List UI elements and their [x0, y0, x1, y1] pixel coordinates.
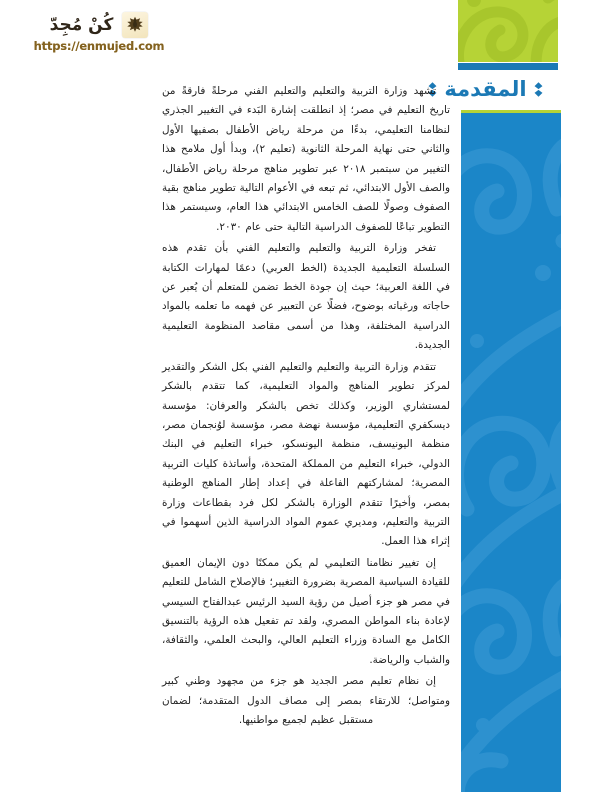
diamond-ornament-icon-right — [534, 82, 543, 97]
watermark-arabic-text: كُنْ مُجِدّ — [49, 14, 114, 35]
watermark-logo — [14, 6, 184, 58]
paragraph: تفخر وزارة التربية والتعليم والتعليم الفني بأن تقدم هذه السلسلة التعليمية الجديدة (الخط العربي) دعمًا لمهارات الكتابة في اللغة العربية؛ حيث إن جودة الخط تضمن للمتعلم أن يُعبر عن حاجاته ورغباته بوضوح، فضلًا عن التعبير عن فهمه ما تعلمه بالمواد الدراسية المختلفة، وهذا من أسمى مقاصد المنظومة التعليمية الجديدة. — [162, 242, 450, 352]
watermark-brand-row — [50, 12, 149, 38]
eagle-emblem-icon — [122, 12, 148, 38]
watermark-url: https://enmujed.com — [33, 38, 165, 53]
document-body — [162, 82, 450, 732]
paragraph: إن تغيير نظامنا التعليمي لم يكن ممكنًا دون الإيمان العميق للقيادة السياسية المصرية بضرورة التغيير؛ فالإصلاح الشامل للتعليم في مصر هو جزء أصيل من رؤية السيد الرئيس عبدالفتاح السيسي لإعادة بناء المواطن المصري، ولقد تم تفعيل هذه الرؤية بالتنسيق الكامل مع السادة وزراء التعليم العالي، والبحث العلمي، والثقافة، والشباب والرياضة. — [162, 556, 450, 666]
sidebar-decoration — [444, 0, 558, 792]
sidebar-blue-panel — [461, 110, 561, 792]
page-title: المقدمة — [444, 77, 527, 101]
paragraph: تشهد وزارة التربية والتعليم والتعليم الفني مرحلةً فارقةً من تاريخ التعليم في مصر؛ إذ انطلقت إشارة البَدء في التغيير الجذري لنظامنا التعليمي، بدءًا من مرحلة رياض الأطفال بصفيها الأول والثاني حتى نهاية المرحلة الثانوية (تعليم ٢)، وبدأ أول ملامح هذا التغيير من سبتمبر ٢٠١٨ عبر تطوير مناهج مرحلة رياض الأطفال، والصف الأول الابتدائي، ثم تبعه في الأعوام التالية تطوير مناهج بقية الصفوف وصولًا للصف الخامس الابتدائي هذا العام، وسيستمر هذا التطوير تباعًا للصفوف الدراسية التالية حتى عام ٢٠٣٠. — [162, 85, 450, 233]
calligraphy-pattern-green-icon — [458, 0, 558, 62]
paragraph: إن نظام تعليم مصر الجديد هو جزء من مجهود وطني كبير ومتواصل؛ للارتقاء بمصر إلى مصاف الدول المتقدمة؛ لضمان مستقبل عظيم لجميع مواطنيها. — [162, 675, 450, 726]
sidebar-green-block — [458, 0, 558, 62]
paragraph: تتقدم وزارة التربية والتعليم والتعليم الفني بكل الشكر والتقدير لمركز تطوير المناهج والمواد التعليمية، كما تتقدم بالشكر لمستشاري الوزير، وكذلك تخص بالشكر والعرفان: مؤسسة ديسكفري التعليمية، مؤسسة نهضة مصر، مؤسسة لوُنجمان مصر، منظمة اليونيسف، منظمة اليونسكو، خبراء التعليم في البنك الدولي، خبراء التعليم من المملكة المتحدة، وأساتذة كليات التربية المصرية؛ لمشاركتهم الفاعلة في إعداد إطار المناهج الوطنية بمصر، وأخيرًا تتقدم الوزارة بالشكر لكل فرد بقطاعات وزارة التربية والتعليم، ومديري عموم المواد الدراسية الذين أسهموا في إثراء هذا العمل. — [162, 360, 450, 548]
sidebar-blue-divider — [458, 63, 558, 70]
calligraphy-pattern-blue-icon — [461, 113, 561, 792]
